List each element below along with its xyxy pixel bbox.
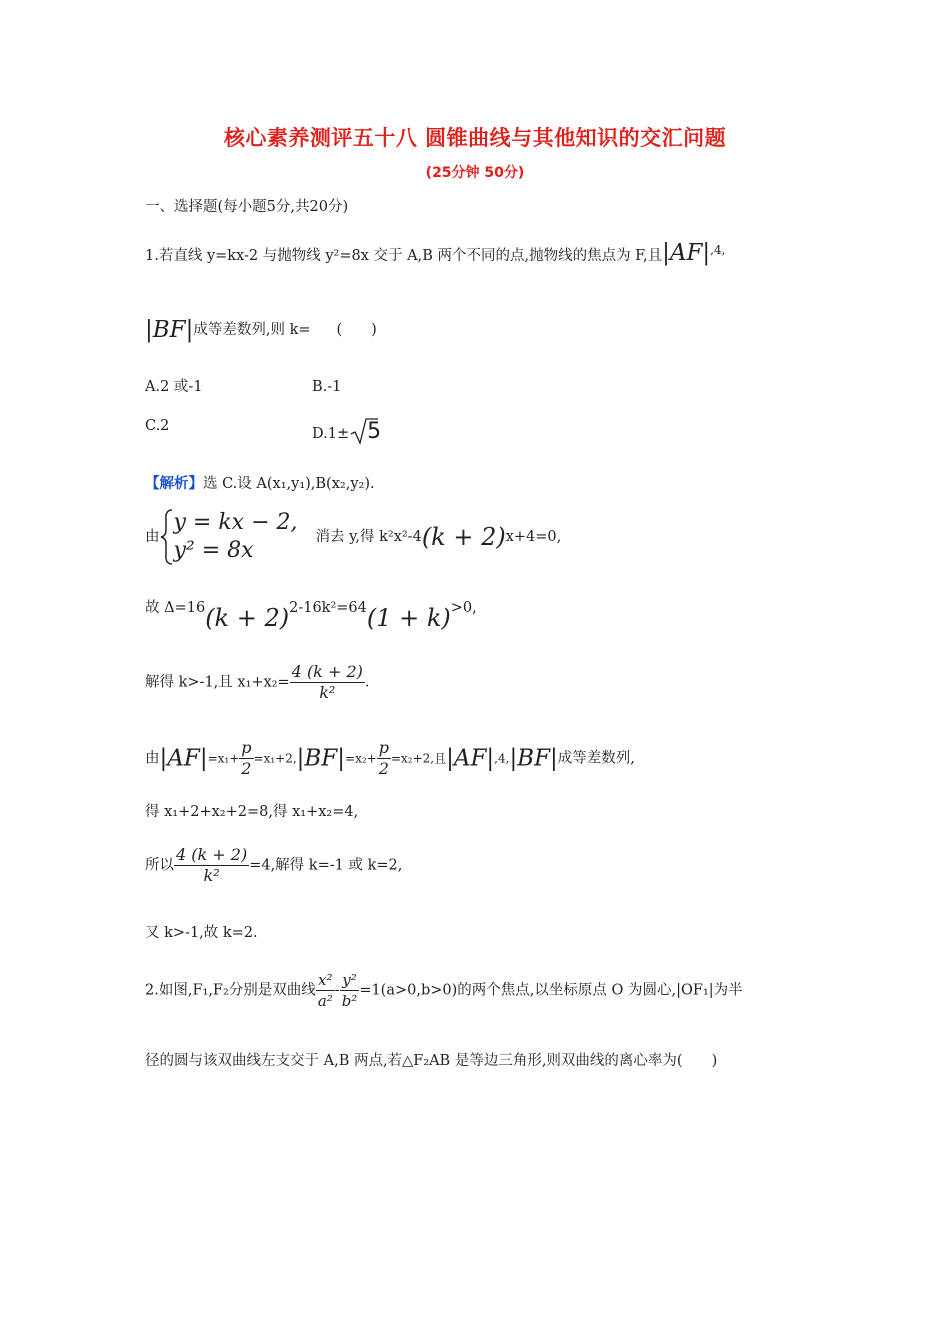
sys-eq1: y = kx − 2, bbox=[173, 510, 298, 535]
left-brace-icon bbox=[160, 508, 174, 566]
y2-num: y² bbox=[340, 970, 360, 991]
elim-mid: (k + 2) bbox=[421, 523, 506, 551]
focal-post: 成等差数列, bbox=[557, 750, 635, 767]
delta-mid1: (k + 2) bbox=[205, 604, 290, 632]
y2-over-b2 bbox=[340, 970, 360, 1011]
delta-mid3: (1 + k) bbox=[366, 604, 451, 632]
focal-bf2: |BF| bbox=[509, 745, 558, 772]
so-line bbox=[145, 845, 402, 886]
sqrt-value: 5 bbox=[367, 419, 382, 444]
q1-option-d-text: D.1± bbox=[312, 426, 350, 442]
sys-you: 由 bbox=[145, 529, 160, 545]
x2-num: x² bbox=[316, 970, 335, 991]
p-over-2-b bbox=[377, 738, 391, 779]
p-den-b: 2 bbox=[377, 758, 391, 779]
sys-eq2: y² = 8x bbox=[173, 538, 254, 563]
elim-pre: 消去 y,得 k²x²-4 bbox=[315, 529, 422, 545]
delta-pre: 故 Δ=16 bbox=[145, 600, 206, 616]
so-fraction bbox=[174, 845, 249, 886]
so-pre: 所以 bbox=[145, 857, 174, 874]
p-over-2-a bbox=[239, 738, 253, 779]
sum-line-2: 得 x₁+2+x₂+2=8,得 x₁+x₂=4, bbox=[145, 804, 359, 820]
focal-af2: |AF| bbox=[446, 745, 495, 772]
sum-fraction bbox=[290, 662, 365, 703]
jiexi-tag: 【解析】 bbox=[145, 475, 203, 492]
q2-line1 bbox=[145, 970, 743, 1011]
equation-system bbox=[145, 508, 561, 566]
abs-af: |AF| bbox=[662, 239, 711, 266]
q1-line1-text: 1.若直线 y=kx-2 与抛物线 y²=8x 交于 A,B 两个不同的点,抛物线的焦点为 F,且 bbox=[145, 247, 663, 264]
p-num-a: p bbox=[241, 738, 252, 757]
focal-eq2: =x₂+ bbox=[345, 751, 377, 766]
q1-answer-paren: ( ) bbox=[336, 322, 377, 338]
x2-over-a2 bbox=[316, 970, 335, 1011]
b2-den: b² bbox=[341, 992, 358, 1010]
delta-post: >0, bbox=[450, 600, 477, 616]
final-line: 又 k>-1,故 k=2. bbox=[145, 925, 258, 941]
focal-eq1: =x₁+ bbox=[207, 751, 240, 766]
page-subtitle: (25分钟 50分) bbox=[425, 165, 525, 181]
q1-line2 bbox=[145, 317, 377, 343]
sum-post: . bbox=[364, 674, 370, 691]
q2-post: =1(a>0,b>0)的两个焦点,以坐标原点 O 为圆心,|OF₁|为半 bbox=[359, 982, 743, 999]
q2-line2: 径的圆与该双曲线左支交于 A,B 两点,若△F₂AB 是等边三角形,则双曲线的离心率为( ) bbox=[145, 1053, 718, 1069]
a2-den: a² bbox=[317, 992, 333, 1010]
sum-line bbox=[145, 662, 369, 703]
sum-den: k² bbox=[319, 683, 336, 702]
q1-after-af: ,4, bbox=[710, 243, 726, 257]
q1-option-b: B.-1 bbox=[312, 379, 342, 395]
focal-af: |AF| bbox=[159, 745, 208, 772]
focal-pre: 由 bbox=[145, 750, 160, 767]
focal-bf: |BF| bbox=[296, 745, 346, 772]
so-post: =4,解得 k=-1 或 k=2, bbox=[249, 857, 403, 874]
q1-line2-tail: 成等差数列,则 k= bbox=[193, 322, 311, 338]
q1-line1 bbox=[145, 240, 725, 266]
section-heading: 一、选择题(每小题5分,共20分) bbox=[145, 199, 349, 215]
solution-line1-text: 选 C.设 A(x₁,y₁),B(x₂,y₂). bbox=[203, 476, 375, 492]
sum-pre: 解得 k>-1,且 x₁+x₂= bbox=[145, 674, 290, 691]
sum-num: 4 (k + 2) bbox=[291, 662, 363, 681]
focal-line bbox=[145, 738, 635, 779]
q1-option-a: A.2 或-1 bbox=[145, 379, 203, 395]
so-num: 4 (k + 2) bbox=[176, 845, 248, 864]
q1-option-c: C.2 bbox=[145, 418, 170, 434]
elim-post: x+4=0, bbox=[505, 529, 562, 545]
q1-option-d bbox=[312, 416, 381, 446]
q2-pre: 2.如图,F₁,F₂分别是双曲线 bbox=[145, 982, 316, 999]
focal-eq2b: =x₂+2,且 bbox=[390, 751, 447, 766]
so-den: k² bbox=[203, 866, 220, 885]
focal-mid: ,4, bbox=[494, 751, 510, 766]
delta-mid2: 2-16k²=64 bbox=[289, 600, 367, 616]
p-den-a: 2 bbox=[239, 758, 253, 779]
delta-line bbox=[145, 598, 477, 632]
page-title: 核心素养测评五十八 圆锥曲线与其他知识的交汇问题 bbox=[223, 126, 727, 150]
q2-minus: - bbox=[334, 982, 340, 999]
abs-bf: |BF| bbox=[145, 317, 194, 343]
solution-line1 bbox=[145, 474, 375, 494]
focal-eq1b: =x₁+2, bbox=[253, 751, 297, 766]
p-num-b: p bbox=[378, 738, 389, 757]
